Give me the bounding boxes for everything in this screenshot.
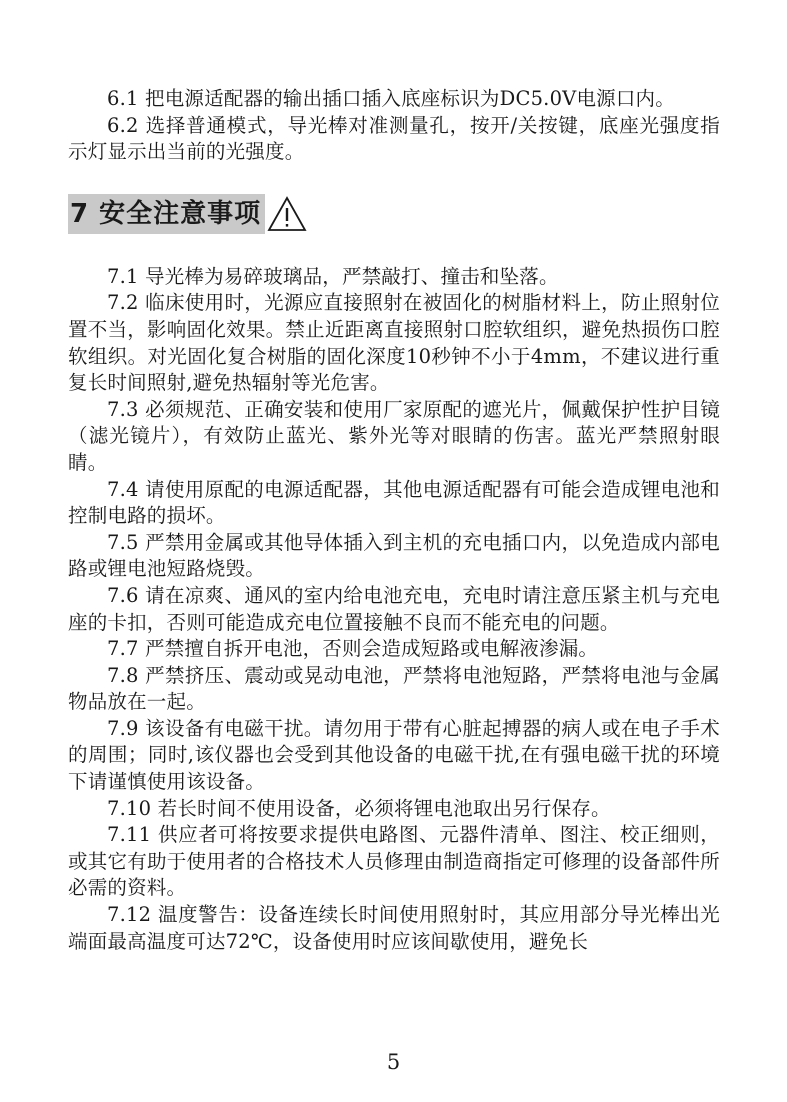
paragraph-7-3: 7.3 必须规范、正确安装和使用厂家原配的遮光片，佩戴保护性护目镜（滤光镜片），有效防止蓝光、紫外光等对眼睛的伤害。蓝光严禁照射眼睛。 xyxy=(68,397,720,474)
paragraph-7-7: 7.7 严禁擅自拆开电池，否则会造成短路或电解液渗漏。 xyxy=(107,637,599,661)
paragraph-7-11: 7.11 供应者可将按要求提供电路图、元器件清单、图注、校正细则，或其它有助于使用者的合格技术人员修理由制造商指定可修理的设备部件所必需的资料。 xyxy=(68,823,720,900)
paragraph-6-1: 6.1 把电源适配器的输出插口插入底座标识为DC5.0V电源口内。 xyxy=(107,87,675,110)
paragraph-7-5: 7.5 严禁用金属或其他导体插入到主机的充电插口内，以免造成内部电路或锂电池短路烧毁。 xyxy=(68,530,720,581)
paragraph-7-4: 7.4 请使用原配的电源适配器，其他电源适配器有可能会造成锂电池和控制电路的损坏。 xyxy=(68,477,720,528)
paragraph-7-2: 7.2 临床使用时，光源应直接照射在被固化的树脂材料上，防止照射位置不当，影响固化效果。禁止近距离直接照射口腔软组织，避免热损伤口腔软组织。对光固化复合树脂的固化深度10秒钟不小于4mm，不建议进行重复长时间照射,避免热辐射等光危害。 xyxy=(68,291,720,395)
paragraph-7-1: 7.1 导光棒为易碎玻璃品，严禁敲打、撞击和坠落。 xyxy=(107,264,559,288)
paragraph-7-8: 7.8 严禁挤压、震动或晃动电池，严禁将电池短路，严禁将电池与金属物品放在一起。 xyxy=(68,663,720,714)
page-number: 5 xyxy=(386,1050,401,1074)
paragraph-7-12: 7.12 温度警告：设备连续长时间使用照射时，其应用部分导光棒出光端面最高温度可达72℃，设备使用时应该间歇使用，避免长 xyxy=(68,903,720,953)
paragraph-6-2: 6.2 选择普通模式，导光棒对准测量孔，按开/关按键，底座光强度指示灯显示出当前的光强度。 xyxy=(68,113,720,164)
section-heading xyxy=(68,194,720,234)
warning-triangle-icon xyxy=(267,196,307,232)
paragraph-7-10: 7.10 若长时间不使用设备，必须将锂电池取出另行保存。 xyxy=(107,796,611,820)
paragraph-7-9: 7.9 该设备有电磁干扰。请勿用于带有心脏起搏器的病人或在电子手术的周围；同时,该仪器也会受到其他设备的电磁干扰,在有强电磁干扰的环境下请谨慎使用该设备。 xyxy=(68,716,720,794)
paragraph-7-6: 7.6 请在凉爽、通风的室内给电池充电，充电时请注意压紧主机与充电座的卡扣，否则可能造成充电位置接触不良而不能充电的问题。 xyxy=(68,583,720,634)
section-title: 7 安全注意事项 xyxy=(68,194,265,234)
page-content xyxy=(68,86,720,955)
